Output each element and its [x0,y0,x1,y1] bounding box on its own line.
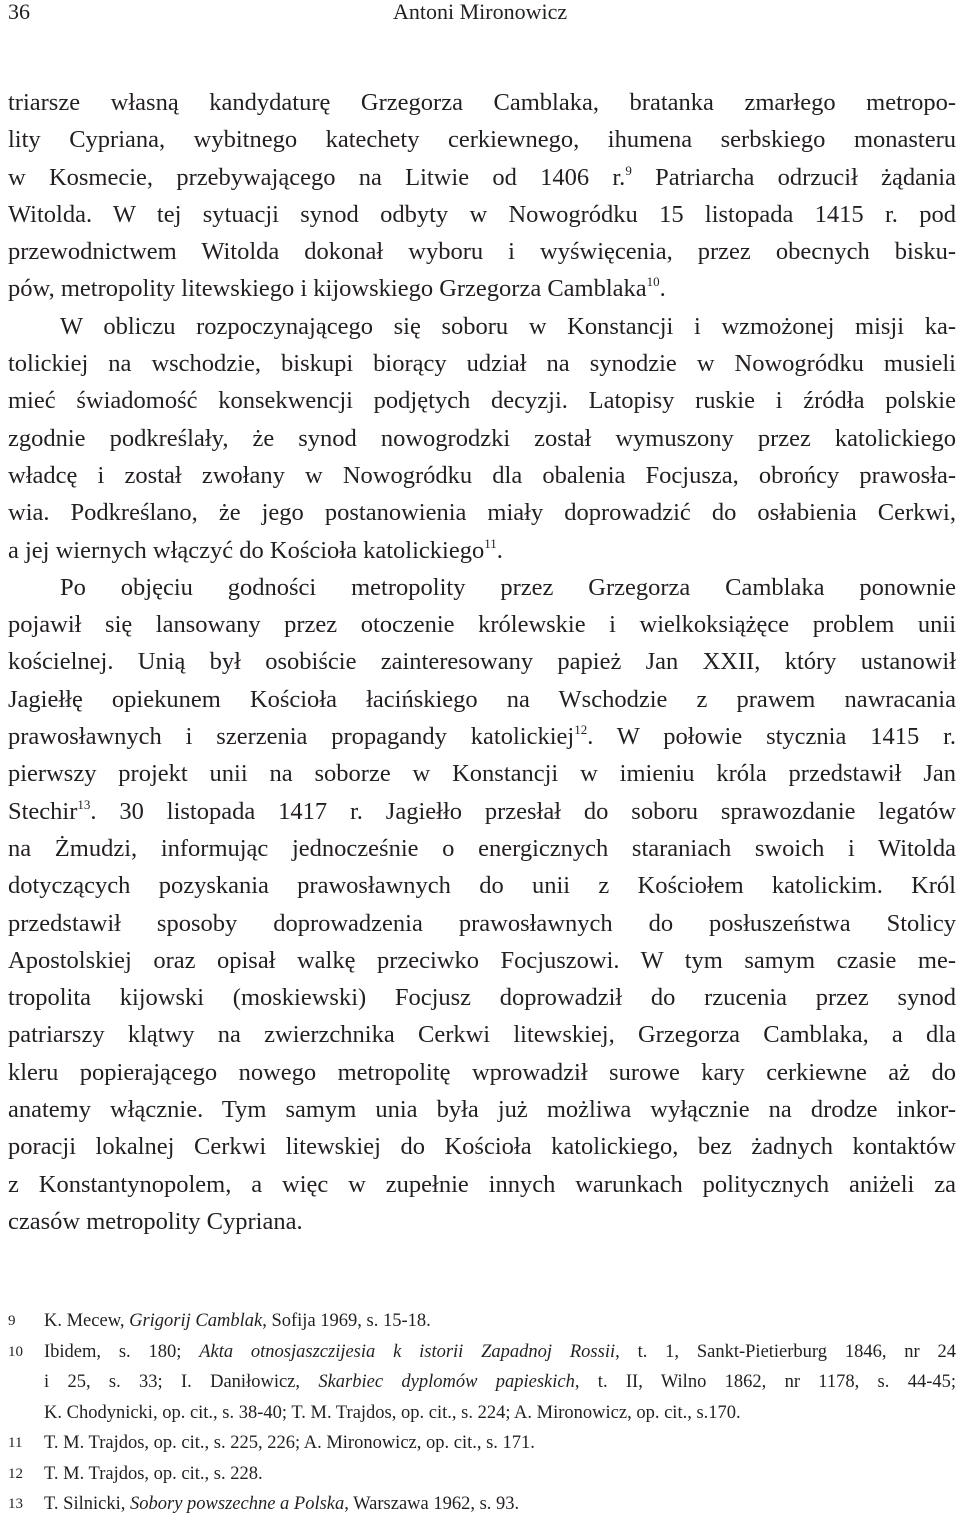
footnote-ref: 11 [484,535,497,551]
text-segment: a jej wiernych włączyć do Kościoła katolickiego [8,536,485,564]
body-text [8,84,956,1240]
footnote-line: K. Chodynicki, op. cit., s. 38-40; T. M. Trajdos, op. cit., s. 224; A. Mironowicz, op. cit., s.170. [44,1402,741,1423]
text-line: anatemy włącznie. Tym samym unia była już możliwa wyłącznie na drodze inkor- [8,1096,956,1124]
text-segment: . W połowie stycznia 1415 r. [587,723,956,751]
footnote-ref: 13 [77,796,91,812]
text-line: przewodnictwem Witolda dokonał wyboru i wyświęcenia, przez obecnych bisku- [8,238,956,266]
footnote-line [44,1489,956,1520]
text-segment: pów, metropolity litewskiego i kijowskiego Grzegorza Camblaka [8,275,647,303]
text-line: lity Cypriana, wybitnego katechety cerkiewnego, ihumena serbskiego monasteru [8,126,956,154]
text-line: z Konstantynopolem, a więc w zupełnie innych warunkach politycznych aniżeli za [8,1170,956,1198]
footnote-number: 13 [8,1496,23,1512]
footnote-ref: 10 [646,274,660,290]
text-line: mieć świadomość konsekwencji podjętych decyzji. Latopisy ruskie i źródła polskie [8,387,956,415]
page-number: 36 [8,0,30,24]
footnote-text: , Warszawa 1962, s. 93. [344,1494,520,1514]
footnote [8,1459,956,1490]
text-line [8,159,956,196]
text-line: pojawił się lansowany przez otoczenie królewskie i wielkoksiążęce problem unii [8,611,956,639]
text-line: poracji lokalnej Cerkwi litewskiej do Kościoła katolickiego, bez żadnych kontaktów [8,1133,956,1161]
text-line: na Żmudzi, informując jednocześnie o energicznych staraniach swoich i Witolda [8,834,956,862]
footnote [8,1489,956,1520]
text-line [8,793,956,830]
footnote-line [44,1306,956,1337]
text-line: tolickiej na wschodzie, biskupi biorący udział na synodzie w Nowogródku musieli [8,350,956,378]
running-head [8,0,952,26]
footnote [8,1337,956,1429]
text-line: władcę i został zwołany w Nowogródku dla obalenia Focjusza, obrońcy prawosła- [8,461,956,489]
text-line: kościelnej. Unią był osobiście zainteresowany papież Jan XXII, który ustanowił [8,648,956,676]
text-line: triarsze własną kandydaturę Grzegorza Camblaka, bratanka zmarłego metropo- [8,89,956,116]
footnote-number: 11 [8,1435,23,1451]
text-line: tropolita kijowski (moskiewski) Focjusz doprowadził do rzucenia przez synod [8,984,956,1012]
footnote-title: Grigorij Camblak [129,1311,263,1331]
footnote [8,1306,956,1337]
text-line [8,532,956,569]
text-line: patriarszy klątwy na zwierzchnika Cerkwi litewskiej, Grzegorza Camblaka, a dla [8,1021,956,1049]
footnote-ref: 12 [574,722,588,738]
footnote-text: Ibidem, s. 180; [44,1341,200,1362]
footnote-number: 10 [8,1343,23,1360]
footnote-number: 9 [8,1313,16,1329]
footnotes [8,1306,956,1520]
text-line [8,718,956,755]
footnote-text: , t. 1, Sankt-Pietierburg 1846, nr 24 [615,1341,956,1362]
footnote [8,1428,956,1459]
footnote-text: , Sofija 1969, s. 15-18. [262,1311,431,1331]
text-line [8,270,956,307]
text-line: W obliczu rozpoczynającego się soboru w Konstancji i wzmożonej misji ka- [60,312,956,340]
text-line: Apostolskiej oraz opisał walkę przeciwko Focjuszowi. W tym samym czasie me- [8,946,956,974]
footnote-title: Sobory powszechne a Polska [130,1494,345,1514]
footnote-text: , t. II, Wilno 1862, nr 1178, s. 44-45; [574,1372,956,1392]
text-line: czasów metropolity Cypriana. [8,1207,303,1235]
text-segment: Stechir [8,797,78,825]
text-line: dotyczących pozyskania prawosławnych do unii z Kościołem katolickim. Król [8,872,956,900]
footnote-line [44,1367,956,1398]
text-line: kleru popierającego nowego metropolitę wprowadził surowe kary cerkiewne aż do [8,1058,956,1086]
footnote-line: T. M. Trajdos, op. cit., s. 225, 226; A. Mironowicz, op. cit., s. 171. [44,1433,535,1453]
running-title: Antoni Mironowicz [393,0,568,24]
text-segment: . 30 listopada 1417 r. Jagiełło przesłał do soboru sprawozdanie legatów [90,797,956,825]
text-segment: . [496,536,503,564]
text-segment: w Kosmecie, przebywającego na Litwie od 1406 r. [8,163,626,191]
footnote-text: T. Silnicki, [44,1494,130,1514]
text-segment: Patriarcha odrzucił żądania [631,163,956,191]
text-line: Witolda. W tej sytuacji synod odbyty w Nowogródku 15 listopada 1415 r. pod [8,200,956,228]
text-line: Po objęciu godności metropolity przez Grzegorza Camblaka ponownie [60,573,956,601]
footnote-number: 12 [8,1465,23,1482]
text-segment: . [659,275,666,303]
text-line: Jagiełłę opiekunem Kościoła łacińskiego na Wschodzie z prawem nawracania [8,685,956,713]
footnote-line [44,1337,956,1368]
footnote-text: i 25, s. 33; I. Daniłowicz, [44,1372,319,1392]
footnote-title: Akta otnosjaszczijesia k istorii Zapadnoj Rossii [199,1341,616,1362]
footnote-text: K. Mecew, [44,1311,130,1331]
text-line: pierwszy projekt unii na soborze w Konstancji w imieniu króla przedstawił Jan [8,760,956,788]
text-line: zgodnie podkreślały, że synod nowogrodzki został wymuszony przez katolickiego [8,424,956,452]
text-line: przedstawił sposoby doprowadzenia prawosławnych do posłuszeństwa Stolicy [8,909,956,937]
footnote-title: Skarbiec dyplomów papieskich [318,1372,575,1392]
text-segment: prawosławnych i szerzenia propagandy katolickiej [8,723,575,751]
footnote-line: T. M. Trajdos, op. cit., s. 228. [44,1463,263,1484]
text-line: wia. Podkreślano, że jego postanowienia miały doprowadzić do osłabienia Cerkwi, [8,499,956,527]
footnote-ref: 9 [625,162,632,178]
